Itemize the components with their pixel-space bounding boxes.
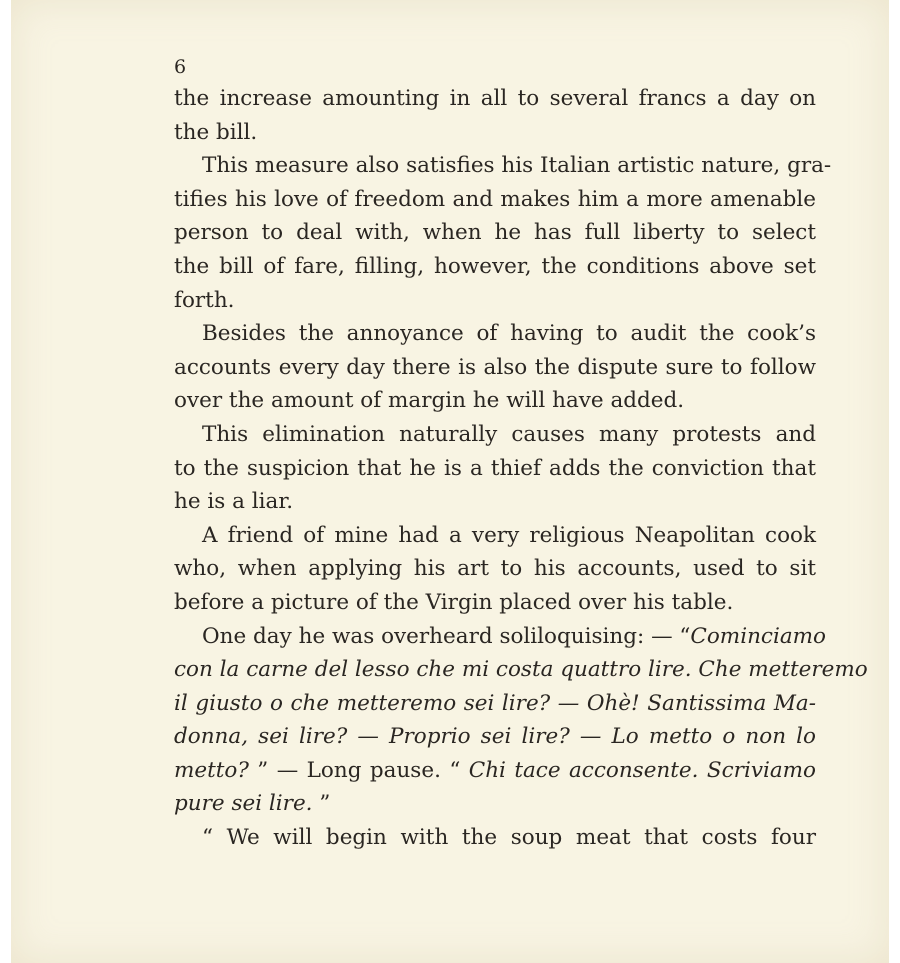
text-line (174, 787, 816, 821)
text-italic: con la carne del lesso che mi costa quattro lire. Che metteremo (174, 657, 868, 683)
text-line: who, when applying his art to his accounts, used to sit (174, 556, 816, 582)
text-line: over the amount of margin he will have added. (174, 388, 685, 414)
paragraph-translation (174, 821, 816, 855)
page-number: 6 (174, 56, 187, 78)
book-page (11, 0, 889, 963)
text-italic: Chi tace acconsente. Scriviamo (468, 757, 816, 783)
text-line (174, 720, 816, 754)
text-line: to the suspicion that he is a thief adds the conviction that (174, 455, 816, 481)
text-line: accounts every day there is also the dispute sure to follow (174, 354, 816, 380)
paragraph (174, 149, 832, 317)
page-text (174, 52, 868, 855)
text-line: the bill of fare, filling, however, the conditions above set (174, 253, 816, 279)
paragraph (174, 418, 816, 519)
text-line: before a picture of the Virgin placed over his table. (174, 589, 734, 615)
text-line: This elimination naturally causes many protests and (202, 421, 816, 447)
text-line: the increase amounting in all to several francs a day on (174, 86, 816, 111)
text-italic: il giusto o che metteremo sei lire? — Ohè! Santissima Ma- (174, 690, 816, 716)
text-line (174, 653, 868, 687)
text-line: the bill. (174, 119, 258, 145)
text-line: A friend of mine had a very religious Neapolitan cook (202, 522, 816, 548)
text-line: he is a liar. (174, 489, 294, 515)
text-line: This measure also satisfies his Italian artistic nature, gra- (202, 153, 832, 179)
text-line (174, 620, 826, 654)
text-line: “ We will begin with the soup meat that costs four (202, 825, 816, 851)
text-roman: ” (312, 791, 331, 817)
text-line: Besides the annoyance of having to audit the cook’s (202, 321, 816, 347)
text-line: tifies his love of freedom and makes him a more amenable (174, 186, 816, 212)
text-line (174, 754, 816, 788)
text-line: forth. (174, 287, 235, 313)
text-roman: One day he was overheard soliloquising: — “ (202, 623, 691, 649)
paragraph (174, 519, 816, 620)
text-italic: pure sei lire. (174, 791, 313, 817)
text-italic: metto? (174, 757, 249, 783)
text-italic: Cominciamo (690, 623, 826, 649)
paragraph (174, 317, 816, 418)
paragraph-continuation (174, 82, 816, 149)
text-roman: ” — Long pause. “ (248, 757, 469, 783)
text-line: person to deal with, when he has full liberty to select (174, 220, 816, 246)
paragraph-quotation (174, 620, 868, 822)
text-line (174, 687, 816, 721)
text-italic: donna, sei lire? — Proprio sei lire? — Lo metto o non lo (174, 724, 816, 750)
